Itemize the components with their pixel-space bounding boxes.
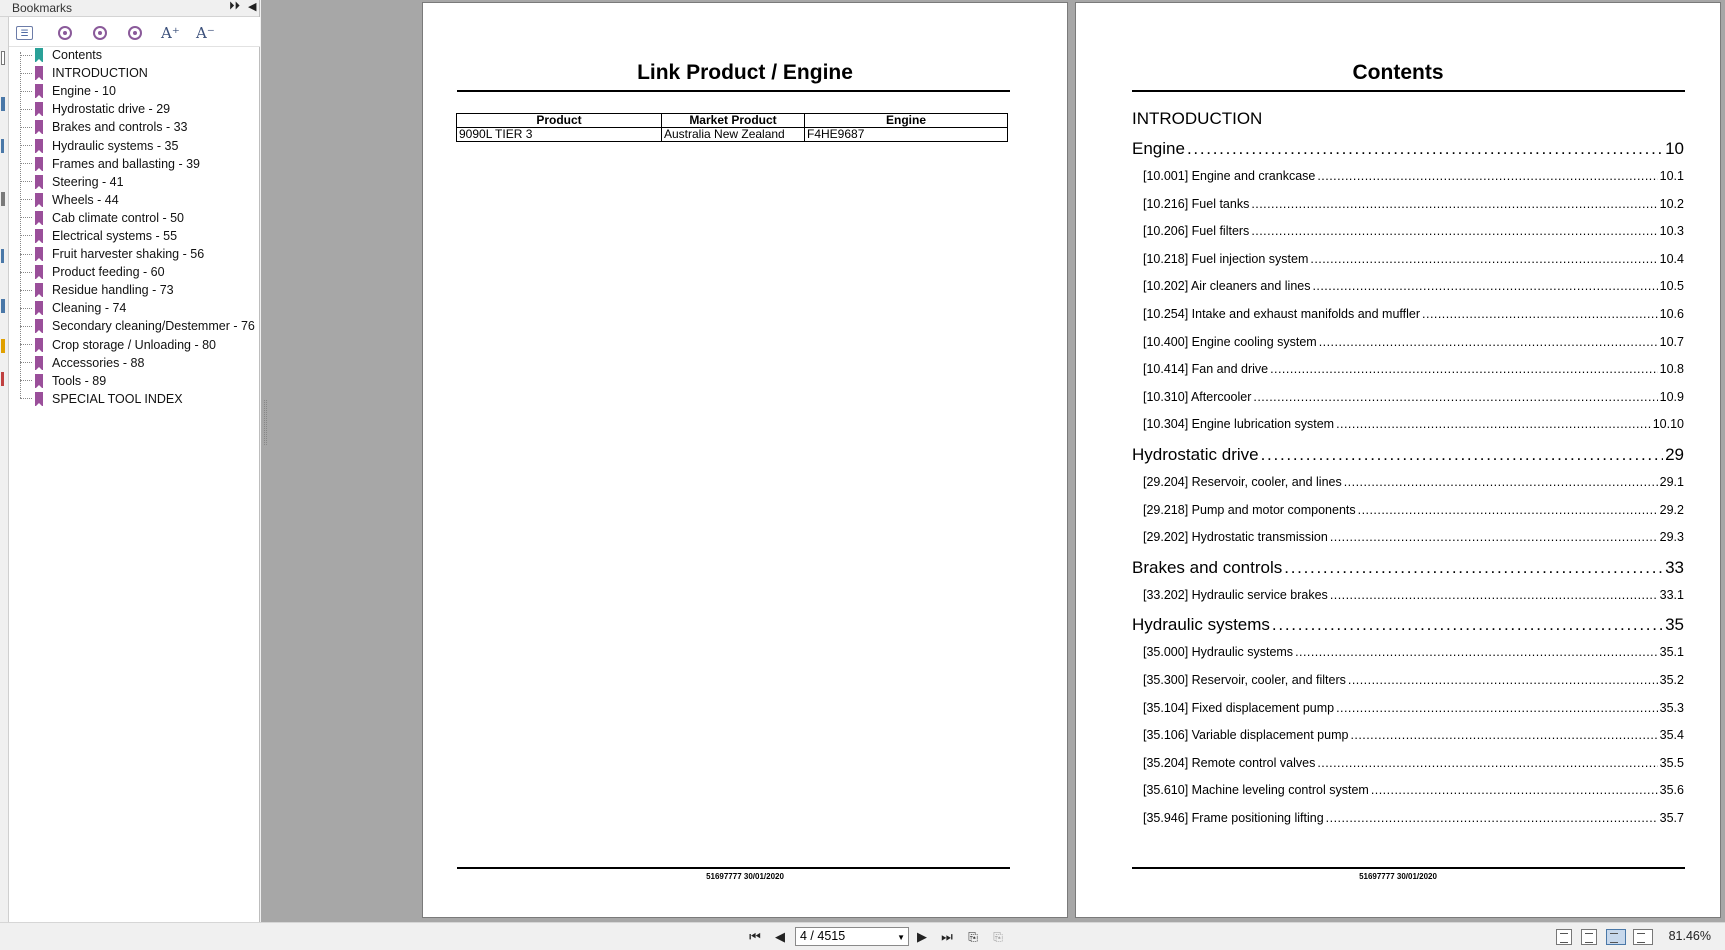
- toc-entry[interactable]: [1132, 362, 1684, 390]
- toc-page-number: 10.3: [1659, 224, 1684, 239]
- bookmark-item[interactable]: [20, 155, 258, 173]
- bookmark-item[interactable]: [20, 64, 258, 82]
- toc-entry[interactable]: [1132, 811, 1684, 839]
- toc-page-number: 29.3: [1659, 530, 1684, 545]
- bookmark-icon: [35, 120, 43, 134]
- toc-label: [10.202] Air cleaners and lines: [1143, 279, 1311, 294]
- toc-page-number: 33.1: [1659, 587, 1684, 602]
- bookmark-item[interactable]: [20, 372, 258, 390]
- bookmark-icon: [35, 211, 43, 225]
- toc-entry[interactable]: [1132, 530, 1684, 558]
- page-title: Contents: [1352, 61, 1444, 84]
- bookmarks-panel: [0, 0, 260, 922]
- decrease-font-icon[interactable]: A⁻: [196, 24, 215, 42]
- toc-page-number: 10.6: [1659, 306, 1684, 321]
- strip-attachment-icon[interactable]: [1, 139, 4, 153]
- last-page-icon[interactable]: ⏭: [941, 929, 953, 944]
- tree-branch: [20, 55, 32, 56]
- tree-branch: [20, 398, 32, 399]
- toc-leader: [1358, 503, 1658, 517]
- toc-label: [35.610] Machine leveling control system: [1143, 783, 1369, 798]
- toc-page-number: 35.1: [1659, 645, 1684, 660]
- previous-view-icon[interactable]: ⎘: [968, 930, 978, 944]
- bookmark-label: Engine - 10: [52, 84, 116, 99]
- bookmark-label: Cab climate control - 50: [52, 210, 185, 225]
- tree-branch: [20, 127, 32, 128]
- toc-entry[interactable]: [1132, 503, 1684, 531]
- tree-branch: [20, 73, 32, 74]
- page-footer: 51697777 30/01/2020: [1359, 872, 1437, 881]
- toc-leader: [1251, 197, 1657, 211]
- tree-branch: [20, 199, 32, 200]
- table-cell: Australia New Zealand: [662, 128, 805, 142]
- toc-leader: [1422, 307, 1658, 321]
- toc-label: [10.206] Fuel filters: [1143, 224, 1250, 239]
- toc-entry[interactable]: [1132, 109, 1684, 139]
- page-number-value: 4 / 4515: [800, 929, 846, 943]
- page-number-input[interactable]: [795, 927, 909, 946]
- bookmark-icon: [35, 247, 43, 261]
- toc-label: [35.946] Frame positioning lifting: [1143, 810, 1324, 825]
- toc-entry[interactable]: [1132, 615, 1684, 645]
- toc-leader: [1326, 811, 1658, 825]
- toc-entry[interactable]: [1132, 224, 1684, 252]
- toc-page-number: 29.1: [1659, 474, 1684, 489]
- bookmark-label: SPECIAL TOOL INDEX: [52, 391, 183, 406]
- table-cell: F4HE9687: [805, 128, 1008, 142]
- title-rule: [457, 90, 1010, 92]
- page-footer: 51697777 30/01/2020: [706, 872, 784, 881]
- table-header: Engine: [805, 114, 1008, 128]
- toc-page-number: 10.9: [1659, 389, 1684, 404]
- toc-entry[interactable]: [1132, 701, 1684, 729]
- bookmark-item[interactable]: [20, 227, 258, 245]
- page-title: Link Product / Engine: [637, 61, 853, 84]
- toc-entry[interactable]: [1132, 558, 1684, 588]
- toc-label: [33.202] Hydraulic service brakes: [1143, 587, 1328, 602]
- bookmark-icon: [35, 374, 43, 388]
- bookmark-icon: [35, 229, 43, 243]
- bookmark-icon: [35, 301, 43, 315]
- page-left: [422, 2, 1068, 918]
- two-page-continuous-icon[interactable]: [1633, 929, 1653, 945]
- toc-entry[interactable]: [1132, 279, 1684, 307]
- bookmark-icon: [35, 392, 43, 406]
- bookmark-icon: [35, 338, 43, 352]
- table-cell: 9090L TIER 3: [457, 128, 662, 142]
- toc-entry[interactable]: [1132, 728, 1684, 756]
- bookmark-label: Accessories - 88: [52, 355, 145, 370]
- toc-label: Hydrostatic drive: [1132, 444, 1259, 464]
- toc-label: [29.204] Reservoir, cooler, and lines: [1143, 474, 1342, 489]
- bookmark-icon: [35, 48, 43, 62]
- tree-branch: [20, 91, 32, 92]
- title-rule: [1132, 90, 1685, 92]
- toc-leader: [1330, 588, 1658, 602]
- bookmark-item[interactable]: [20, 46, 258, 64]
- toc-page-number: 10.5: [1659, 279, 1684, 294]
- table-row: [457, 128, 1008, 142]
- toc-label: [10.216] Fuel tanks: [1143, 196, 1250, 211]
- bookmark-icon: [35, 175, 43, 189]
- toc-label: [10.304] Engine lubrication system: [1143, 417, 1335, 432]
- toc-entry[interactable]: [1132, 252, 1684, 280]
- bookmark-label: INTRODUCTION: [52, 66, 148, 81]
- increase-font-icon[interactable]: A⁺: [161, 24, 180, 42]
- footer-rule: [457, 867, 1010, 869]
- two-page-icon[interactable]: [1606, 929, 1626, 945]
- toc-entry[interactable]: [1132, 390, 1684, 418]
- expand-bookmark-icon[interactable]: [58, 26, 72, 40]
- toc-label: [29.218] Pump and motor components: [1143, 502, 1356, 517]
- strip-comment-icon[interactable]: [1, 299, 5, 313]
- toc-label: [10.001] Engine and crankcase: [1143, 169, 1316, 183]
- strip-bookmark-icon[interactable]: [1, 97, 5, 111]
- tree-branch: [20, 235, 32, 236]
- table-header: Market Product: [662, 114, 805, 128]
- zoom-level[interactable]: 81.46%: [1668, 929, 1711, 943]
- bookmark-item[interactable]: [20, 245, 258, 263]
- tree-branch: [20, 163, 32, 164]
- bookmark-item[interactable]: [20, 281, 258, 299]
- find-bookmark-icon[interactable]: [93, 26, 107, 40]
- toc-label: INTRODUCTION: [1132, 109, 1263, 128]
- toc-label: [35.000] Hydraulic systems: [1143, 645, 1294, 660]
- bookmark-label: Tools - 89: [52, 373, 107, 388]
- bookmark-icon: [35, 193, 43, 207]
- toc-leader: [1336, 701, 1658, 715]
- tree-branch: [20, 272, 32, 273]
- toc-label: [35.104] Fixed displacement pump: [1143, 700, 1335, 715]
- bookmark-list: [20, 46, 258, 408]
- bookmark-label: Cleaning - 74: [52, 301, 127, 316]
- toc-entry[interactable]: [1132, 139, 1684, 169]
- strip-page-icon[interactable]: [1, 51, 5, 65]
- tree-branch: [20, 109, 32, 110]
- bookmark-label: Contents: [52, 48, 103, 63]
- bookmark-item[interactable]: [20, 299, 258, 317]
- toc-entry[interactable]: [1132, 197, 1684, 225]
- chevron-down-icon[interactable]: ▼: [897, 933, 905, 942]
- next-page-icon[interactable]: ▶: [917, 929, 927, 944]
- toc-leader: [1317, 169, 1657, 183]
- toc-page-number: 35.3: [1659, 700, 1684, 715]
- strip-layers-icon[interactable]: [1, 192, 5, 206]
- bookmark-label: Hydrostatic drive - 29: [52, 102, 171, 117]
- bookmark-item[interactable]: [20, 136, 258, 154]
- footer-rule: [1132, 867, 1685, 869]
- toc-page-number: 35.6: [1659, 783, 1684, 798]
- toc-page-number: 10: [1665, 139, 1684, 158]
- toc-label: Engine: [1132, 139, 1185, 158]
- toc-entry[interactable]: [1132, 417, 1684, 445]
- toc-leader: [1348, 673, 1658, 687]
- bookmark-item[interactable]: [20, 118, 258, 136]
- toc-page-number: 29: [1665, 444, 1684, 464]
- tree-branch: [20, 380, 32, 381]
- bookmark-icon: [35, 265, 43, 279]
- toc-label: [29.202] Hydrostatic transmission: [1143, 530, 1328, 545]
- first-page-icon[interactable]: ⏮: [749, 929, 761, 944]
- toc-label: [35.300] Reservoir, cooler, and filters: [1143, 672, 1346, 687]
- bookmarks-title: Bookmarks: [12, 1, 73, 15]
- bookmark-label: Product feeding - 60: [52, 265, 165, 280]
- bookmark-item[interactable]: [20, 82, 258, 100]
- toc-leader: [1317, 756, 1657, 770]
- toc-page-number: 35.2: [1659, 672, 1684, 687]
- bookmark-icon: [35, 139, 43, 153]
- left-nav-strip: [0, 17, 9, 922]
- bookmark-item[interactable]: [20, 263, 258, 281]
- toc-leader: [1295, 645, 1658, 659]
- bookmark-label: Hydraulic systems - 35: [52, 138, 179, 153]
- toc-leader: [1330, 530, 1658, 544]
- toc-label: [35.204] Remote control valves: [1143, 755, 1316, 770]
- toc-leader: [1187, 139, 1663, 159]
- toc-label: [10.414] Fan and drive: [1143, 362, 1269, 377]
- toc-page-number: 35.5: [1659, 755, 1684, 770]
- toc-entry[interactable]: [1132, 673, 1684, 701]
- bookmark-icon: [35, 66, 43, 80]
- bookmark-label: Wheels - 44: [52, 192, 119, 207]
- bookmark-item[interactable]: [20, 354, 258, 372]
- tree-branch: [20, 326, 32, 327]
- table-header: Product: [457, 114, 662, 128]
- bookmark-item[interactable]: [20, 390, 258, 408]
- tree-branch: [20, 145, 32, 146]
- bookmark-item[interactable]: [20, 191, 258, 209]
- page-right: [1075, 2, 1721, 918]
- toc-page-number: 10.10: [1652, 417, 1684, 432]
- toc-leader: [1350, 728, 1657, 742]
- bookmark-item[interactable]: [20, 336, 258, 354]
- toc-entry[interactable]: [1132, 445, 1684, 475]
- toc-page-number: 35.4: [1659, 728, 1684, 743]
- bookmark-label: Crop storage / Unloading - 80: [52, 337, 216, 352]
- toc-page-number: 10.2: [1659, 196, 1684, 211]
- continuous-page-icon[interactable]: [1581, 929, 1597, 945]
- bookmark-icon: [35, 102, 43, 116]
- bookmark-label: Frames and ballasting - 39: [52, 156, 200, 171]
- navigation-bar: [0, 922, 1725, 950]
- toc-entry[interactable]: [1132, 307, 1684, 335]
- toc-leader: [1371, 783, 1658, 797]
- toc-entry[interactable]: [1132, 588, 1684, 616]
- toc-page-number: 29.2: [1659, 502, 1684, 517]
- toc-label: Brakes and controls: [1132, 557, 1283, 577]
- tree-branch: [20, 290, 32, 291]
- tree-branch: [20, 344, 32, 345]
- toc-label: [10.254] Intake and exhaust manifolds and muffler: [1143, 306, 1421, 321]
- bookmark-label: Brakes and controls - 33: [52, 120, 188, 135]
- toc-entry[interactable]: [1132, 475, 1684, 503]
- expand-icon[interactable]: ⏵⏵: [229, 0, 240, 12]
- toc-leader: [1319, 335, 1658, 349]
- bookmark-label: Secondary cleaning/Destemmer - 76: [52, 319, 255, 334]
- toc-page-number: 10.4: [1659, 251, 1684, 266]
- bookmark-icon: [35, 319, 43, 333]
- bookmark-options-icon[interactable]: ☰: [16, 26, 33, 40]
- toc-leader: [1261, 445, 1663, 465]
- bookmark-label: Electrical systems - 55: [52, 228, 178, 243]
- tree-branch: [20, 362, 32, 363]
- toc-label: [10.218] Fuel injection system: [1143, 251, 1309, 266]
- bookmark-icon: [35, 356, 43, 370]
- toc-page-number: 10.8: [1659, 362, 1684, 377]
- tree-branch: [20, 254, 32, 255]
- bookmark-icon: [35, 283, 43, 297]
- strip-signature-icon[interactable]: [1, 372, 4, 386]
- tree-branch: [20, 217, 32, 218]
- panel-splitter[interactable]: [264, 400, 267, 445]
- tree-branch: [20, 308, 32, 309]
- toc-page-number: 33: [1665, 557, 1684, 577]
- toc-leader: [1344, 475, 1658, 489]
- strip-link-icon[interactable]: [1, 249, 4, 263]
- toc-leader: [1253, 390, 1657, 404]
- toc-label: [35.106] Variable displacement pump: [1143, 728, 1349, 743]
- bookmark-icon: [35, 157, 43, 171]
- toc-page-number: 10.1: [1659, 169, 1684, 183]
- toc-page-number: 35: [1665, 615, 1684, 635]
- bookmark-item[interactable]: [20, 100, 258, 118]
- bookmark-label: Fruit harvester shaking - 56: [52, 247, 205, 262]
- toc-leader: [1312, 279, 1657, 293]
- collapse-panel-icon[interactable]: ◀: [248, 1, 257, 13]
- next-view-icon[interactable]: ⎘: [993, 930, 1003, 944]
- previous-page-icon[interactable]: ◀: [775, 929, 785, 944]
- toc-leader: [1251, 224, 1657, 238]
- bookmark-item[interactable]: [20, 317, 258, 335]
- single-page-icon[interactable]: [1556, 929, 1572, 945]
- bookmarks-header: [0, 0, 259, 17]
- bookmark-label: Residue handling - 73: [52, 283, 174, 298]
- toc-label: [10.310] Aftercooler: [1143, 389, 1252, 404]
- bookmark-icon: [35, 84, 43, 98]
- bookmark-label: Steering - 41: [52, 174, 124, 189]
- bookmark-item[interactable]: [20, 173, 258, 191]
- bookmark-item[interactable]: [20, 209, 258, 227]
- toc-entry[interactable]: [1132, 645, 1684, 673]
- find-current-bookmark-icon[interactable]: [128, 26, 142, 40]
- strip-highlight-icon[interactable]: [1, 339, 5, 353]
- toc-page-number: 10.7: [1659, 334, 1684, 349]
- table-of-contents: [1132, 109, 1684, 838]
- toc-leader: [1272, 615, 1663, 635]
- tree-branch: [20, 181, 32, 182]
- toc-leader: [1284, 558, 1663, 578]
- toc-leader: [1310, 252, 1657, 266]
- toc-label: [10.400] Engine cooling system: [1143, 334, 1317, 349]
- toc-entry[interactable]: [1132, 783, 1684, 811]
- toc-page-number: 35.7: [1659, 810, 1684, 825]
- toc-label: Hydraulic systems: [1132, 615, 1270, 635]
- toc-entry[interactable]: [1132, 335, 1684, 363]
- toc-entry[interactable]: [1132, 169, 1684, 197]
- bookmarks-toolbar: [9, 17, 260, 47]
- product-engine-table: [456, 113, 1008, 142]
- toc-leader: [1336, 417, 1651, 431]
- toc-entry[interactable]: [1132, 756, 1684, 784]
- toc-leader: [1270, 362, 1658, 376]
